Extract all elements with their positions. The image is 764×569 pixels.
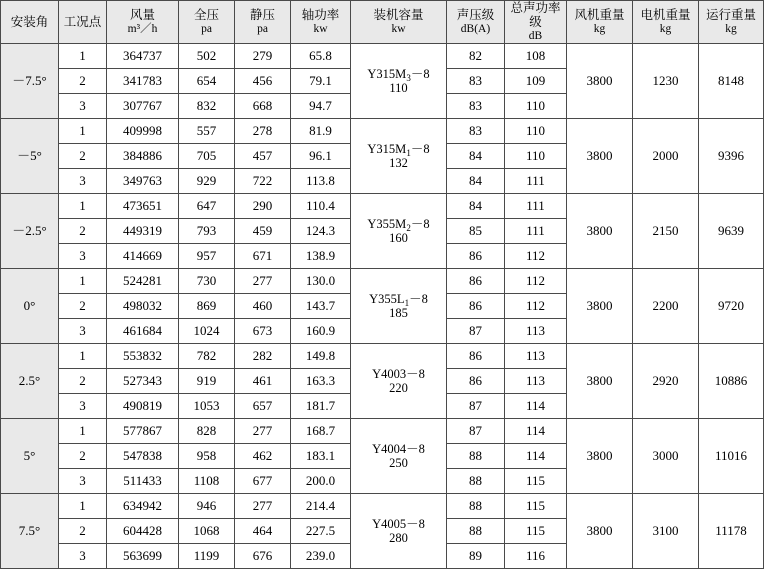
sound-power-cell: 110 bbox=[505, 93, 567, 118]
sound-power-cell: 111 bbox=[505, 218, 567, 243]
total-pressure-cell: 946 bbox=[179, 493, 235, 518]
motor-model: $Y315M_3-8$ bbox=[367, 66, 430, 83]
shaft-power-cell: 65.8 bbox=[291, 43, 351, 68]
shaft-power-cell: 110.4 bbox=[291, 193, 351, 218]
sound-power-cell: 114 bbox=[505, 443, 567, 468]
sound-pressure-cell: 86 bbox=[447, 243, 505, 268]
shaft-power-cell: 163.3 bbox=[291, 368, 351, 393]
operating-point-cell: 1 bbox=[59, 343, 107, 368]
column-header-title: 工况点 bbox=[63, 14, 102, 29]
total-pressure-cell: 828 bbox=[179, 418, 235, 443]
shaft-power-cell: 81.9 bbox=[291, 118, 351, 143]
air-flow-cell: 604428 bbox=[107, 518, 179, 543]
static-pressure-cell: 657 bbox=[235, 393, 291, 418]
sound-power-cell: 115 bbox=[505, 518, 567, 543]
shaft-power-cell: 181.7 bbox=[291, 393, 351, 418]
column-header-7 bbox=[447, 1, 505, 44]
motor-power: 250 bbox=[389, 455, 408, 470]
motor-power: 280 bbox=[389, 530, 408, 545]
column-header-unit: pa bbox=[201, 22, 212, 35]
total-pressure-cell: 1108 bbox=[179, 468, 235, 493]
static-pressure-cell: 456 bbox=[235, 68, 291, 93]
motor-model: $Y355L_1-8$ bbox=[369, 291, 428, 308]
column-header-title: 全压 bbox=[193, 8, 219, 23]
column-header-unit: kg bbox=[659, 22, 672, 35]
column-header-unit: kw bbox=[313, 22, 328, 35]
air-flow-cell: 449319 bbox=[107, 218, 179, 243]
total-pressure-cell: 654 bbox=[179, 68, 235, 93]
table-row bbox=[1, 418, 764, 443]
operating-point-cell: 1 bbox=[59, 43, 107, 68]
sound-power-cell: 110 bbox=[505, 143, 567, 168]
total-pressure-cell: 869 bbox=[179, 293, 235, 318]
sound-power-cell: 110 bbox=[505, 118, 567, 143]
motor-model-subscript: 2 bbox=[406, 222, 411, 233]
operating-point-cell: 3 bbox=[59, 543, 107, 568]
operating-point-cell: 3 bbox=[59, 243, 107, 268]
motor-capacity-cell bbox=[351, 43, 447, 118]
install-angle-cell: －2.5° bbox=[1, 193, 59, 268]
shaft-power-cell: 113.8 bbox=[291, 168, 351, 193]
total-pressure-cell: 782 bbox=[179, 343, 235, 368]
sound-power-cell: 115 bbox=[505, 468, 567, 493]
sound-pressure-cell: 86 bbox=[447, 293, 505, 318]
motor-model: Y4003－8 bbox=[372, 366, 425, 381]
sound-pressure-cell: 87 bbox=[447, 418, 505, 443]
static-pressure-cell: 290 bbox=[235, 193, 291, 218]
sound-power-cell: 111 bbox=[505, 193, 567, 218]
motor-capacity-cell bbox=[351, 193, 447, 268]
running-weight-cell: 10886 bbox=[699, 343, 764, 418]
motor-model: $Y355M_2-8$ bbox=[367, 216, 430, 233]
operating-point-cell: 3 bbox=[59, 468, 107, 493]
sound-pressure-cell: 82 bbox=[447, 43, 505, 68]
motor-power: 110 bbox=[389, 80, 408, 95]
motor-capacity-cell bbox=[351, 118, 447, 193]
static-pressure-cell: 668 bbox=[235, 93, 291, 118]
running-weight-cell: 11016 bbox=[699, 418, 764, 493]
total-pressure-cell: 705 bbox=[179, 143, 235, 168]
column-header-unit: m³／h bbox=[127, 22, 158, 35]
sound-power-cell: 109 bbox=[505, 68, 567, 93]
column-header-5 bbox=[291, 1, 351, 44]
air-flow-cell: 490819 bbox=[107, 393, 179, 418]
sound-power-cell: 114 bbox=[505, 393, 567, 418]
motor-model: $Y315M_1-8$ bbox=[367, 141, 430, 158]
column-header-3 bbox=[179, 1, 235, 44]
total-pressure-cell: 557 bbox=[179, 118, 235, 143]
operating-point-cell: 3 bbox=[59, 168, 107, 193]
operating-point-cell: 2 bbox=[59, 518, 107, 543]
air-flow-cell: 307767 bbox=[107, 93, 179, 118]
fan-weight-cell: 3800 bbox=[567, 418, 633, 493]
air-flow-cell: 414669 bbox=[107, 243, 179, 268]
static-pressure-cell: 277 bbox=[235, 493, 291, 518]
air-flow-cell: 563699 bbox=[107, 543, 179, 568]
column-header-title: 风量 bbox=[129, 8, 155, 23]
total-pressure-cell: 1024 bbox=[179, 318, 235, 343]
air-flow-cell: 473651 bbox=[107, 193, 179, 218]
sound-pressure-cell: 86 bbox=[447, 343, 505, 368]
static-pressure-cell: 722 bbox=[235, 168, 291, 193]
install-angle-cell: －5° bbox=[1, 118, 59, 193]
static-pressure-cell: 279 bbox=[235, 43, 291, 68]
sound-power-cell: 113 bbox=[505, 318, 567, 343]
air-flow-cell: 409998 bbox=[107, 118, 179, 143]
operating-point-cell: 2 bbox=[59, 218, 107, 243]
sound-power-cell: 116 bbox=[505, 543, 567, 568]
air-flow-cell: 527343 bbox=[107, 368, 179, 393]
motor-weight-cell: 2150 bbox=[633, 193, 699, 268]
shaft-power-cell: 227.5 bbox=[291, 518, 351, 543]
sound-power-cell: 111 bbox=[505, 168, 567, 193]
fan-weight-cell: 3800 bbox=[567, 43, 633, 118]
total-pressure-cell: 957 bbox=[179, 243, 235, 268]
column-header-unit: dB(A) bbox=[460, 22, 491, 35]
motor-model-subscript: 1 bbox=[404, 297, 410, 308]
motor-weight-cell: 3100 bbox=[633, 493, 699, 568]
install-angle-cell: 5° bbox=[1, 418, 59, 493]
operating-point-cell: 2 bbox=[59, 143, 107, 168]
table-body bbox=[1, 43, 764, 568]
motor-weight-cell: 2200 bbox=[633, 268, 699, 343]
motor-model: Y4004－8 bbox=[372, 441, 425, 456]
shaft-power-cell: 96.1 bbox=[291, 143, 351, 168]
column-header-title: 声压级 bbox=[456, 8, 495, 23]
column-header-title: 轴功率 bbox=[301, 8, 340, 23]
static-pressure-cell: 459 bbox=[235, 218, 291, 243]
column-header-1 bbox=[59, 1, 107, 44]
motor-capacity-cell bbox=[351, 493, 447, 568]
motor-weight-cell: 2000 bbox=[633, 118, 699, 193]
column-header-title: 静压 bbox=[249, 8, 275, 23]
shaft-power-cell: 168.7 bbox=[291, 418, 351, 443]
running-weight-cell: 9639 bbox=[699, 193, 764, 268]
shaft-power-cell: 200.0 bbox=[291, 468, 351, 493]
table-row bbox=[1, 118, 764, 143]
sound-power-cell: 113 bbox=[505, 343, 567, 368]
sound-pressure-cell: 83 bbox=[447, 68, 505, 93]
operating-point-cell: 2 bbox=[59, 293, 107, 318]
shaft-power-cell: 160.9 bbox=[291, 318, 351, 343]
column-header-unit: pa bbox=[257, 22, 268, 35]
air-flow-cell: 364737 bbox=[107, 43, 179, 68]
column-header-11 bbox=[699, 1, 764, 44]
motor-power: 132 bbox=[389, 155, 408, 170]
running-weight-cell: 9720 bbox=[699, 268, 764, 343]
total-pressure-cell: 647 bbox=[179, 193, 235, 218]
column-header-0 bbox=[1, 1, 59, 44]
column-header-10 bbox=[633, 1, 699, 44]
install-angle-cell: －7.5° bbox=[1, 43, 59, 118]
sound-pressure-cell: 87 bbox=[447, 393, 505, 418]
static-pressure-cell: 673 bbox=[235, 318, 291, 343]
motor-model-subscript: 3 bbox=[406, 72, 411, 83]
total-pressure-cell: 1199 bbox=[179, 543, 235, 568]
running-weight-cell: 9396 bbox=[699, 118, 764, 193]
motor-model: Y4005－8 bbox=[372, 516, 425, 531]
column-header-4 bbox=[235, 1, 291, 44]
operating-point-cell: 2 bbox=[59, 443, 107, 468]
air-flow-cell: 547838 bbox=[107, 443, 179, 468]
air-flow-cell: 384886 bbox=[107, 143, 179, 168]
shaft-power-cell: 79.1 bbox=[291, 68, 351, 93]
motor-weight-cell: 3000 bbox=[633, 418, 699, 493]
operating-point-cell: 2 bbox=[59, 368, 107, 393]
static-pressure-cell: 282 bbox=[235, 343, 291, 368]
operating-point-cell: 1 bbox=[59, 193, 107, 218]
sound-power-cell: 114 bbox=[505, 418, 567, 443]
sound-power-cell: 112 bbox=[505, 243, 567, 268]
column-header-9 bbox=[567, 1, 633, 44]
motor-model-subscript: 1 bbox=[406, 147, 411, 158]
column-header-unit: kw bbox=[391, 22, 406, 35]
static-pressure-cell: 461 bbox=[235, 368, 291, 393]
shaft-power-cell: 124.3 bbox=[291, 218, 351, 243]
shaft-power-cell: 183.1 bbox=[291, 443, 351, 468]
column-header-title: 装机容量 bbox=[373, 8, 424, 23]
operating-point-cell: 3 bbox=[59, 393, 107, 418]
sound-pressure-cell: 83 bbox=[447, 118, 505, 143]
shaft-power-cell: 143.7 bbox=[291, 293, 351, 318]
column-header-8 bbox=[505, 1, 567, 44]
total-pressure-cell: 1068 bbox=[179, 518, 235, 543]
air-flow-cell: 461684 bbox=[107, 318, 179, 343]
air-flow-cell: 498032 bbox=[107, 293, 179, 318]
sound-pressure-cell: 89 bbox=[447, 543, 505, 568]
shaft-power-cell: 130.0 bbox=[291, 268, 351, 293]
sound-pressure-cell: 87 bbox=[447, 318, 505, 343]
static-pressure-cell: 457 bbox=[235, 143, 291, 168]
air-flow-cell: 577867 bbox=[107, 418, 179, 443]
static-pressure-cell: 671 bbox=[235, 243, 291, 268]
install-angle-cell: 2.5° bbox=[1, 343, 59, 418]
sound-pressure-cell: 85 bbox=[447, 218, 505, 243]
operating-point-cell: 1 bbox=[59, 118, 107, 143]
total-pressure-cell: 929 bbox=[179, 168, 235, 193]
air-flow-cell: 634942 bbox=[107, 493, 179, 518]
column-header-title: 运行重量 bbox=[705, 8, 756, 23]
motor-weight-cell: 2920 bbox=[633, 343, 699, 418]
sound-power-cell: 108 bbox=[505, 43, 567, 68]
sound-power-cell: 113 bbox=[505, 368, 567, 393]
running-weight-cell: 11178 bbox=[699, 493, 764, 568]
table-row bbox=[1, 268, 764, 293]
sound-power-cell: 112 bbox=[505, 293, 567, 318]
air-flow-cell: 341783 bbox=[107, 68, 179, 93]
static-pressure-cell: 677 bbox=[235, 468, 291, 493]
install-angle-cell: 7.5° bbox=[1, 493, 59, 568]
total-pressure-cell: 1053 bbox=[179, 393, 235, 418]
column-header-title: 电机重量 bbox=[640, 8, 691, 23]
table-header-row bbox=[1, 1, 764, 44]
install-angle-cell: 0° bbox=[1, 268, 59, 343]
sound-power-cell: 115 bbox=[505, 493, 567, 518]
table-row bbox=[1, 343, 764, 368]
column-header-title: 安装角 bbox=[10, 14, 49, 29]
motor-weight-cell: 1230 bbox=[633, 43, 699, 118]
air-flow-cell: 553832 bbox=[107, 343, 179, 368]
sound-pressure-cell: 84 bbox=[447, 143, 505, 168]
sound-power-cell: 112 bbox=[505, 268, 567, 293]
static-pressure-cell: 464 bbox=[235, 518, 291, 543]
column-header-unit: kg bbox=[725, 22, 737, 35]
column-header-title: 总声功率级 bbox=[510, 1, 561, 30]
air-flow-cell: 524281 bbox=[107, 268, 179, 293]
fan-weight-cell: 3800 bbox=[567, 118, 633, 193]
running-weight-cell: 8148 bbox=[699, 43, 764, 118]
sound-pressure-cell: 88 bbox=[447, 493, 505, 518]
total-pressure-cell: 502 bbox=[179, 43, 235, 68]
operating-point-cell: 1 bbox=[59, 493, 107, 518]
shaft-power-cell: 138.9 bbox=[291, 243, 351, 268]
operating-point-cell: 1 bbox=[59, 268, 107, 293]
sound-pressure-cell: 84 bbox=[447, 193, 505, 218]
total-pressure-cell: 919 bbox=[179, 368, 235, 393]
sound-pressure-cell: 86 bbox=[447, 368, 505, 393]
table-row bbox=[1, 493, 764, 518]
sound-pressure-cell: 83 bbox=[447, 93, 505, 118]
column-header-6 bbox=[351, 1, 447, 44]
motor-capacity-cell bbox=[351, 343, 447, 418]
shaft-power-cell: 94.7 bbox=[291, 93, 351, 118]
operating-point-cell: 3 bbox=[59, 318, 107, 343]
shaft-power-cell: 214.4 bbox=[291, 493, 351, 518]
sound-pressure-cell: 86 bbox=[447, 268, 505, 293]
static-pressure-cell: 462 bbox=[235, 443, 291, 468]
motor-power: 220 bbox=[389, 380, 408, 395]
operating-point-cell: 2 bbox=[59, 68, 107, 93]
static-pressure-cell: 277 bbox=[235, 418, 291, 443]
total-pressure-cell: 958 bbox=[179, 443, 235, 468]
fan-weight-cell: 3800 bbox=[567, 493, 633, 568]
shaft-power-cell: 149.8 bbox=[291, 343, 351, 368]
table-row bbox=[1, 193, 764, 218]
motor-capacity-cell bbox=[351, 268, 447, 343]
sound-pressure-cell: 88 bbox=[447, 518, 505, 543]
static-pressure-cell: 278 bbox=[235, 118, 291, 143]
sound-pressure-cell: 88 bbox=[447, 468, 505, 493]
column-header-2 bbox=[107, 1, 179, 44]
static-pressure-cell: 277 bbox=[235, 268, 291, 293]
total-pressure-cell: 832 bbox=[179, 93, 235, 118]
column-header-unit: kg bbox=[593, 22, 606, 35]
total-pressure-cell: 793 bbox=[179, 218, 235, 243]
motor-capacity-cell bbox=[351, 418, 447, 493]
air-flow-cell: 349763 bbox=[107, 168, 179, 193]
table-row bbox=[1, 43, 764, 68]
static-pressure-cell: 676 bbox=[235, 543, 291, 568]
motor-power: 185 bbox=[389, 305, 408, 320]
fan-weight-cell: 3800 bbox=[567, 268, 633, 343]
shaft-power-cell: 239.0 bbox=[291, 543, 351, 568]
total-pressure-cell: 730 bbox=[179, 268, 235, 293]
motor-power: 160 bbox=[389, 230, 408, 245]
operating-point-cell: 1 bbox=[59, 418, 107, 443]
sound-pressure-cell: 84 bbox=[447, 168, 505, 193]
air-flow-cell: 511433 bbox=[107, 468, 179, 493]
column-header-title: 风机重量 bbox=[574, 8, 625, 23]
fan-weight-cell: 3800 bbox=[567, 343, 633, 418]
operating-point-cell: 3 bbox=[59, 93, 107, 118]
static-pressure-cell: 460 bbox=[235, 293, 291, 318]
fan-weight-cell: 3800 bbox=[567, 193, 633, 268]
sound-pressure-cell: 88 bbox=[447, 443, 505, 468]
column-header-unit: dB bbox=[528, 29, 543, 42]
